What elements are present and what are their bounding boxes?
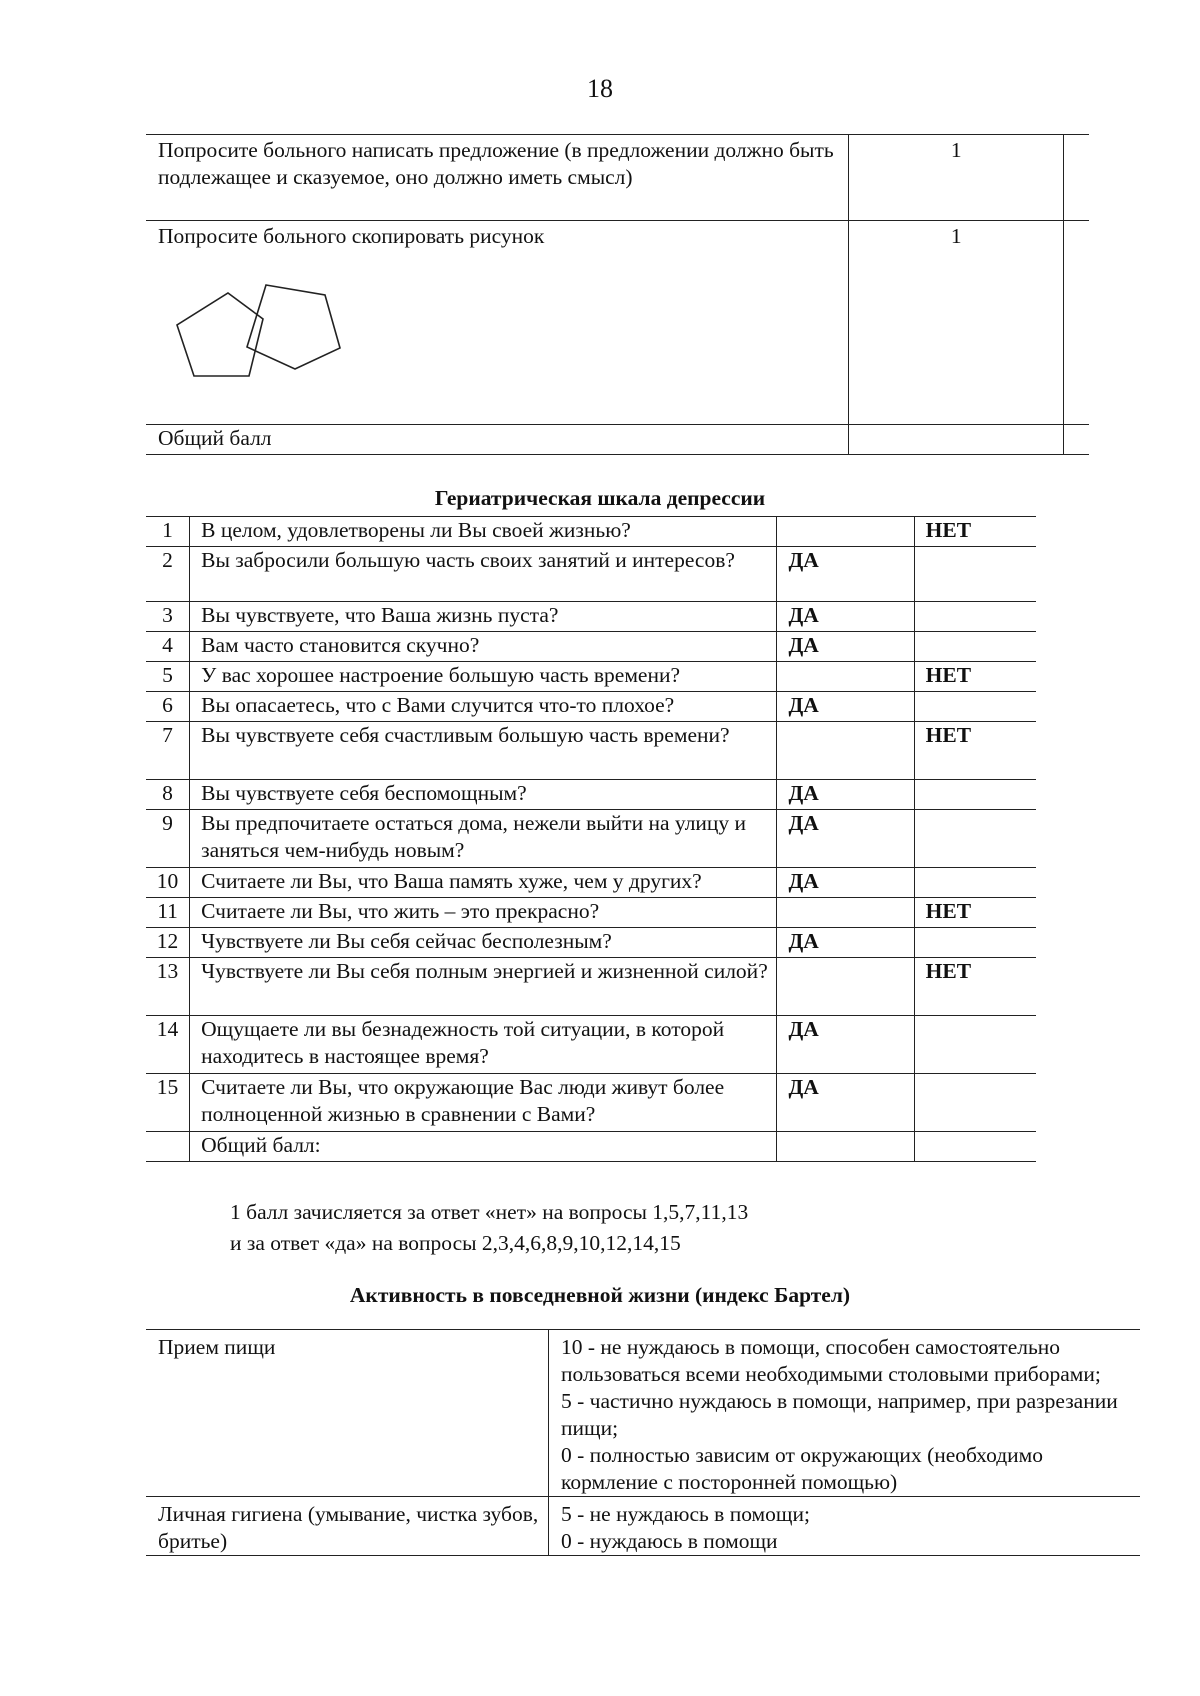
answer-no (914, 547, 1036, 602)
answer-no (914, 928, 1036, 958)
answer-yes: ДА (777, 692, 914, 722)
page-number: 18 (587, 74, 613, 103)
question-number: 6 (146, 692, 190, 722)
question-number: 4 (146, 632, 190, 662)
answer-no (914, 632, 1036, 662)
score-option: 0 - полностью зависим от окружающих (необходимо кормление с посторонней помощью) (561, 1443, 1044, 1494)
answer-yes: ДА (777, 810, 914, 868)
total-label: Общий балл: (190, 1132, 777, 1162)
table-row (146, 1497, 1140, 1556)
table-row (146, 602, 1036, 632)
answer-yes: ДА (777, 632, 914, 662)
answer-no (914, 780, 1036, 810)
overlapping-pentagons-figure (160, 281, 360, 391)
question-text: Вы чувствуете себя беспомощным? (190, 780, 777, 810)
table-row (146, 1330, 1140, 1497)
question-number: 11 (146, 898, 190, 928)
barthel-table (146, 1329, 1140, 1556)
activity-name: Прием пищи (146, 1330, 549, 1497)
answer-yes: ДА (777, 780, 914, 810)
table-row (146, 810, 1036, 868)
answer-yes (777, 898, 914, 928)
question-number: 1 (146, 517, 190, 547)
table-row (146, 898, 1036, 928)
answer-no (914, 868, 1036, 898)
table-row (146, 958, 1036, 1016)
question-number: 10 (146, 868, 190, 898)
table-row (146, 780, 1036, 810)
answer-no: НЕТ (914, 722, 1036, 780)
table-row (146, 928, 1036, 958)
mmse-table (146, 134, 1089, 455)
score-option: 5 - не нуждаюсь в помощи; (561, 1502, 810, 1526)
question-text: В целом, удовлетворены ли Вы своей жизнью? (190, 517, 777, 547)
table-row (146, 1074, 1036, 1132)
answer-no: НЕТ (914, 662, 1036, 692)
question-number: 13 (146, 958, 190, 1016)
question-number: 2 (146, 547, 190, 602)
question-number: 15 (146, 1074, 190, 1132)
activity-options (549, 1497, 1141, 1556)
answer-yes (777, 662, 914, 692)
answer-no: НЕТ (914, 898, 1036, 928)
table-row (146, 221, 1089, 425)
answer-no: НЕТ (914, 517, 1036, 547)
answer-yes: ДА (777, 928, 914, 958)
question-number: 14 (146, 1016, 190, 1074)
question-text: Считаете ли Вы, что жить – это прекрасно? (190, 898, 777, 928)
answer-yes: ДА (777, 547, 914, 602)
table-row (146, 722, 1036, 780)
question-number: 3 (146, 602, 190, 632)
question-number: 7 (146, 722, 190, 780)
answer-yes: ДА (777, 1016, 914, 1074)
answer-no: НЕТ (914, 958, 1036, 1016)
answer-no (914, 602, 1036, 632)
question-text: Чувствуете ли Вы себя полным энергией и жизненной силой? (190, 958, 777, 1016)
answer-yes: ДА (777, 602, 914, 632)
question-text: Считаете ли Вы, что Ваша память хуже, чем у других? (190, 868, 777, 898)
barthel-title: Активность в повседневной жизни (индекс Бартел) (349, 1283, 851, 1307)
answer-no (914, 1074, 1036, 1132)
table-row (146, 692, 1036, 722)
question-text: Вы предпочитаете остаться дома, нежели выйти на улицу и заняться чем-нибудь новым? (190, 810, 777, 868)
task-score: 1 (849, 221, 1064, 425)
question-text: Вы опасаетесь, что с Вами случится что-то плохое? (190, 692, 777, 722)
answer-yes (777, 958, 914, 1016)
question-text: Вы чувствуете себя счастливым большую часть времени? (190, 722, 777, 780)
task-text: Попросите больного скопировать рисунок (158, 224, 545, 248)
question-text: Ощущаете ли вы безнадежность той ситуации, в которой находитесь в настоящее время? (190, 1016, 777, 1074)
total-label: Общий балл (146, 425, 849, 455)
gds-note-line-2: и за ответ «да» на вопросы 2,3,4,6,8,9,10,12,14,15 (230, 1231, 681, 1255)
activity-name: Личная гигиена (умывание, чистка зубов, бритье) (146, 1497, 549, 1556)
table-row (146, 868, 1036, 898)
question-text: Вам часто становится скучно? (190, 632, 777, 662)
table-row (146, 425, 1089, 455)
answer-yes (777, 517, 914, 547)
task-score: 1 (849, 135, 1064, 221)
gds-note-line-1: 1 балл зачисляется за ответ «нет» на вопросы 1,5,7,11,13 (230, 1200, 749, 1224)
question-number: 12 (146, 928, 190, 958)
question-text: Считаете ли Вы, что окружающие Вас люди живут более полноценной жизнью в сравнении с Вами? (190, 1074, 777, 1132)
table-row (146, 547, 1036, 602)
activity-options (549, 1330, 1141, 1497)
table-row (146, 1016, 1036, 1074)
question-number: 9 (146, 810, 190, 868)
total-score (849, 425, 1064, 455)
answer-yes: ДА (777, 1074, 914, 1132)
score-option: 5 - частично нуждаюсь в помощи, например, при разрезании пищи; (561, 1389, 1118, 1440)
table-row (146, 517, 1036, 547)
table-row (146, 135, 1089, 221)
task-text: Попросите больного написать предложение (в предложении должно быть подлежащее и сказуемое, оно должно иметь смысл) (146, 135, 849, 221)
answer-no (914, 1016, 1036, 1074)
table-row (146, 1132, 1036, 1162)
answer-no (914, 810, 1036, 868)
question-number: 5 (146, 662, 190, 692)
question-text: Вы забросили большую часть своих занятий и интересов? (190, 547, 777, 602)
answer-no (914, 692, 1036, 722)
question-number: 8 (146, 780, 190, 810)
answer-yes (777, 722, 914, 780)
score-option: 0 - нуждаюсь в помощи (561, 1529, 778, 1553)
table-row (146, 632, 1036, 662)
question-text: Вы чувствуете, что Ваша жизнь пуста? (190, 602, 777, 632)
question-text: Чувствуете ли Вы себя сейчас бесполезным? (190, 928, 777, 958)
table-row (146, 662, 1036, 692)
gds-table (146, 516, 1036, 1162)
answer-yes: ДА (777, 868, 914, 898)
gds-title: Гериатрическая шкала депрессии (434, 486, 766, 510)
question-text: У вас хорошее настроение большую часть времени? (190, 662, 777, 692)
score-option: 10 - не нуждаюсь в помощи, способен самостоятельно пользоваться всеми необходимыми столовыми приборами; (561, 1335, 1101, 1386)
